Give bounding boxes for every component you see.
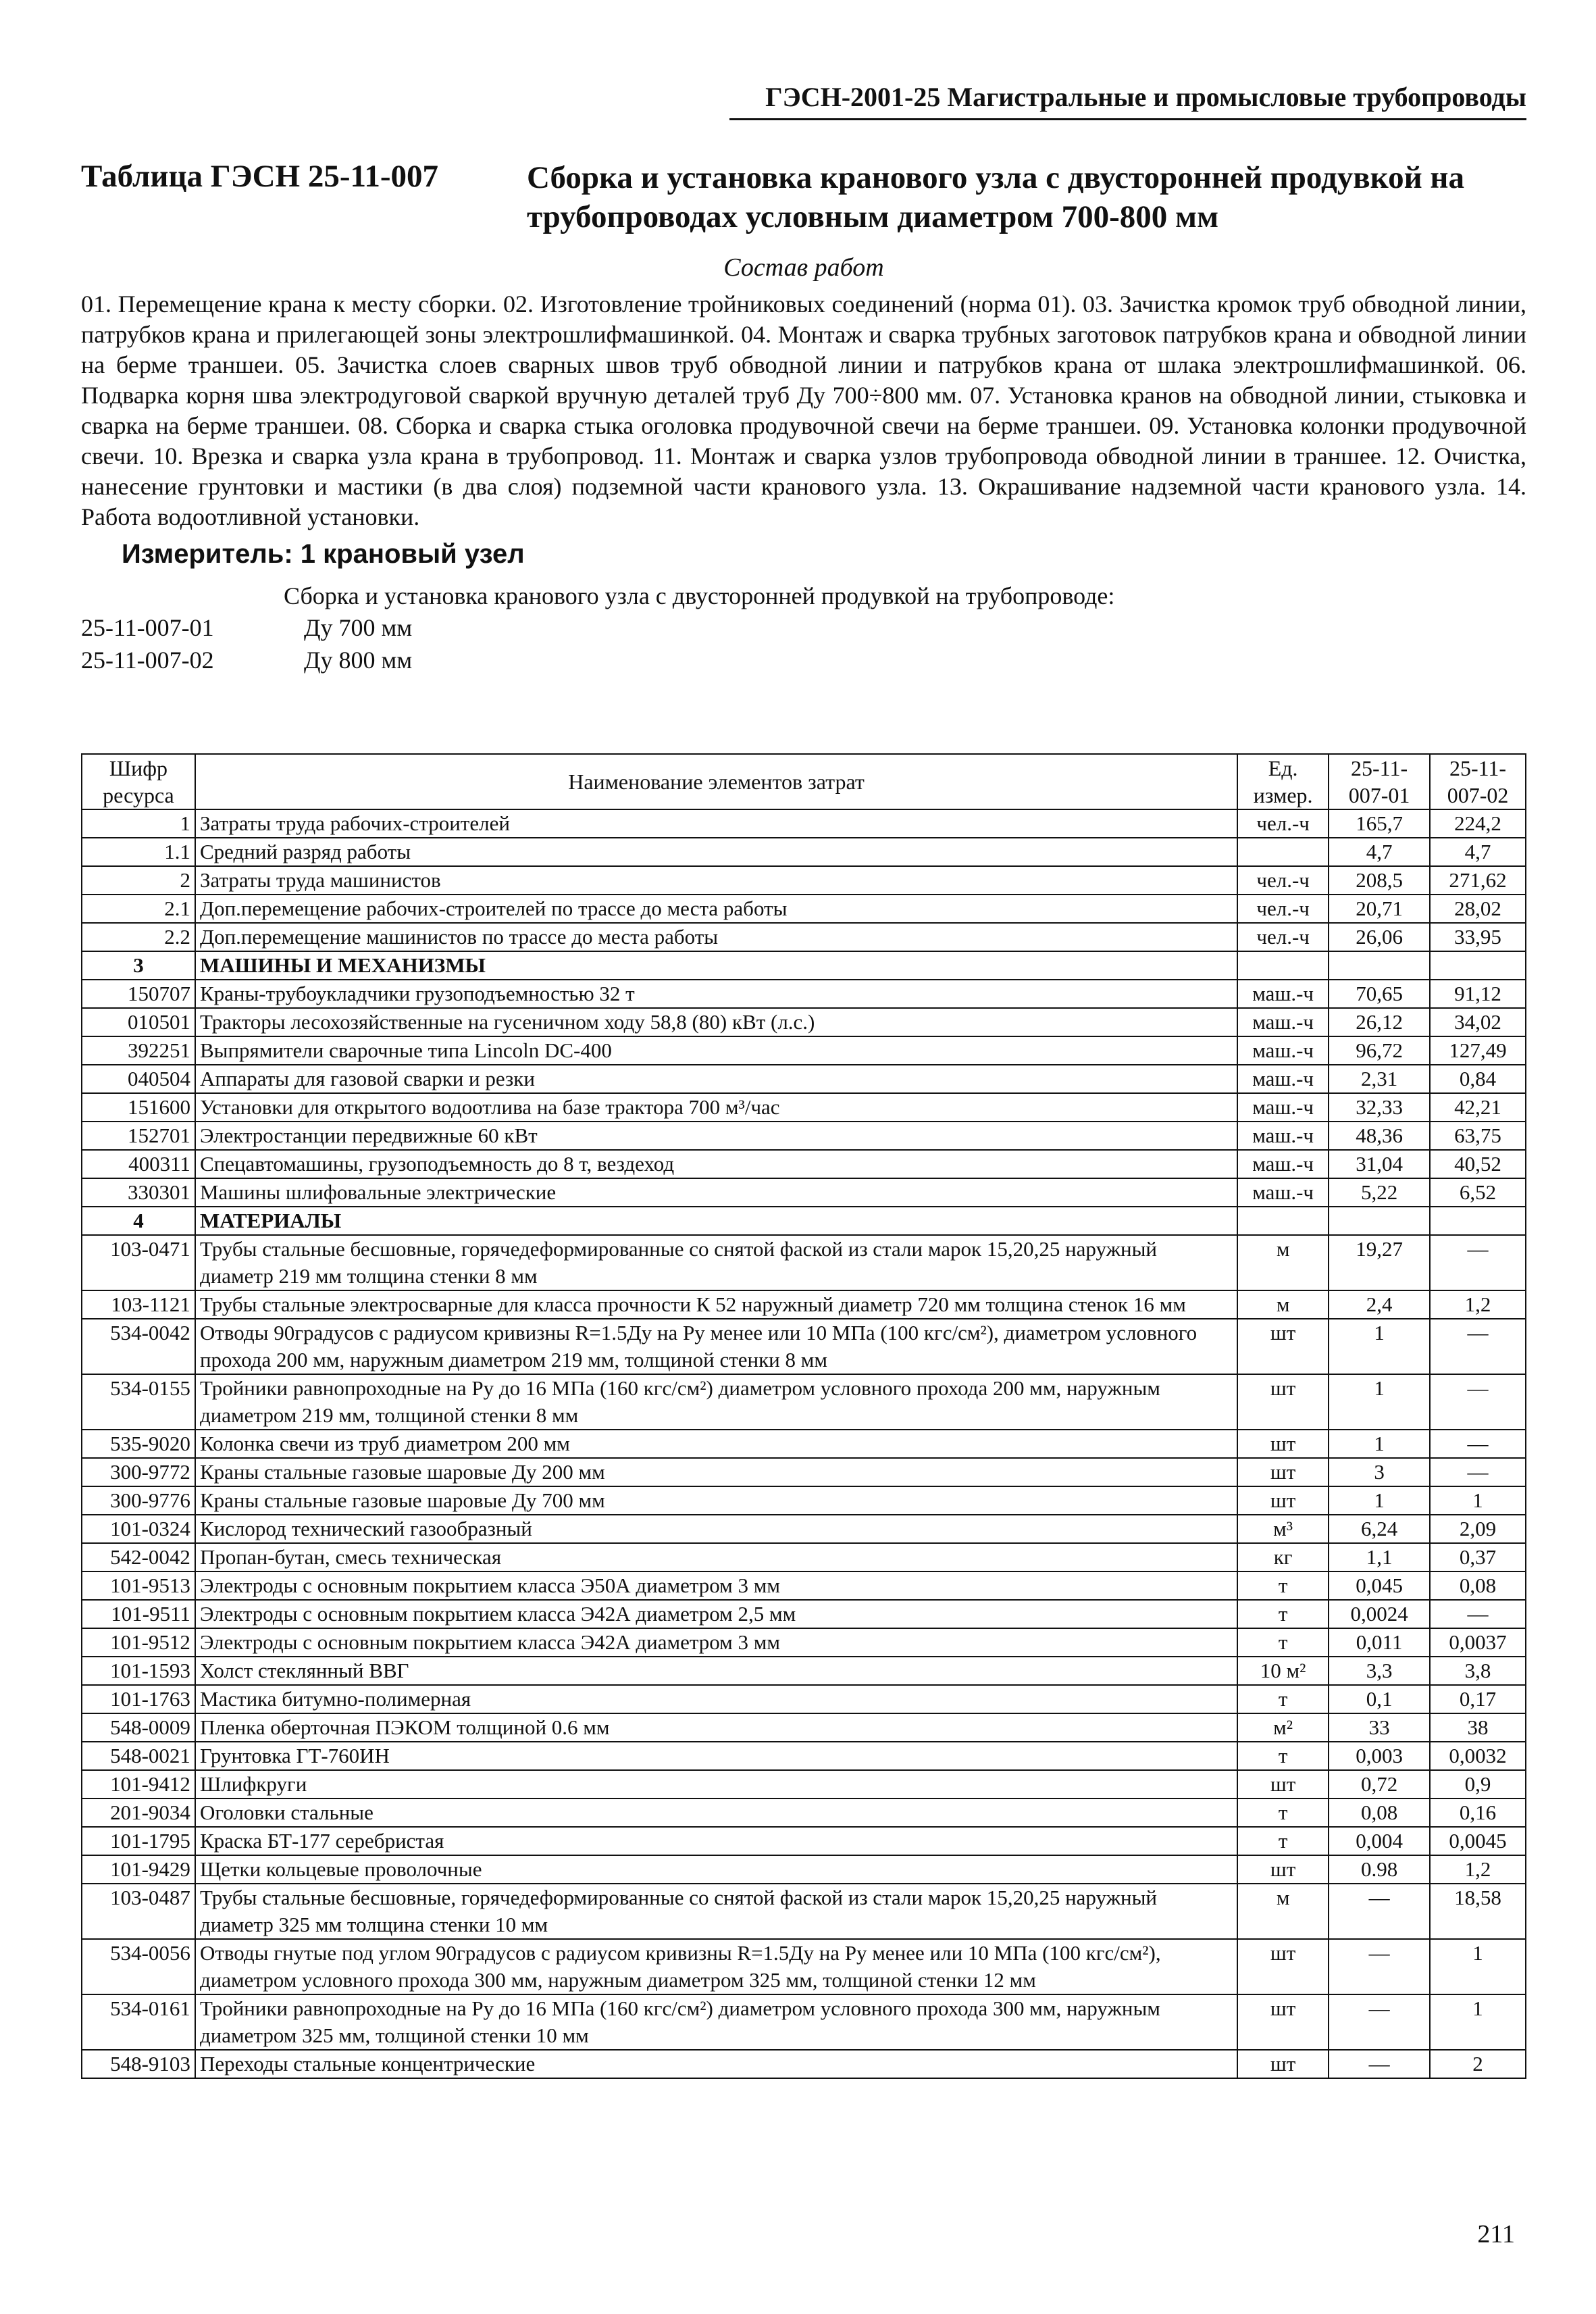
cell-unit: маш.-ч <box>1237 980 1329 1008</box>
cell-unit: маш.-ч <box>1237 1065 1329 1093</box>
cell-unit: маш.-ч <box>1237 1122 1329 1150</box>
cell-unit: м <box>1237 1235 1329 1290</box>
cell-resource-code: 392251 <box>82 1036 195 1065</box>
cell-resource-name: Шлифкруги <box>195 1770 1237 1799</box>
cell-resource-code: 101-9511 <box>82 1600 195 1628</box>
table-row <box>82 1008 1526 1036</box>
cell-resource-name: Кислород технический газообразный <box>195 1515 1237 1543</box>
cell-unit: шт <box>1237 1770 1329 1799</box>
variant-row <box>81 611 1526 644</box>
cell-resource-code: 152701 <box>82 1122 195 1150</box>
table-row <box>82 1065 1526 1093</box>
cell-resource-code: 535-9020 <box>82 1430 195 1458</box>
cell-value-variant-2: 0,9 <box>1430 1770 1526 1799</box>
cell-resource-code: 1.1 <box>82 838 195 866</box>
cell-resource-code: 542-0042 <box>82 1543 195 1571</box>
cell-resource-name: Пленка оберточная ПЭКОМ толщиной 0.6 мм <box>195 1713 1237 1742</box>
cell-unit: шт <box>1237 1319 1329 1374</box>
work-composition-heading: Состав работ <box>723 253 884 282</box>
cell-unit: чел.-ч <box>1237 809 1329 838</box>
cell-resource-code: 101-1763 <box>82 1685 195 1713</box>
cell-value-variant-2: 28,02 <box>1430 895 1526 923</box>
cell-value-variant-2: 0,08 <box>1430 1571 1526 1600</box>
table-row <box>82 1799 1526 1827</box>
cell-unit: маш.-ч <box>1237 1178 1329 1207</box>
cell-value-variant-2: 3,8 <box>1430 1657 1526 1685</box>
cell-value-variant-2: 40,52 <box>1430 1150 1526 1178</box>
cell-value-variant-1: — <box>1329 1994 1430 2050</box>
cell-value-variant-2: 2,09 <box>1430 1515 1526 1543</box>
cell-unit: шт <box>1237 1374 1329 1430</box>
cell-unit: м <box>1237 1290 1329 1319</box>
cell-resource-name: Краны стальные газовые шаровые Ду 700 мм <box>195 1486 1237 1515</box>
cell-resource-name: Затраты труда машинистов <box>195 866 1237 895</box>
col-header-variant-1: 25-11-007-01 <box>1329 754 1430 809</box>
cell-resource-code: 548-0009 <box>82 1713 195 1742</box>
table-row <box>82 809 1526 838</box>
cell-resource-name: МАТЕРИАЛЫ <box>195 1207 1237 1235</box>
variant-label: Ду 700 мм <box>304 614 413 641</box>
cell-value-variant-1: 0,004 <box>1329 1827 1430 1855</box>
cell-unit: маш.-ч <box>1237 1150 1329 1178</box>
cell-unit <box>1237 1207 1329 1235</box>
table-title: Сборка и установка кранового узла с двусторонней продувкой на трубопроводах условным диаметром 700-800 мм <box>527 160 1465 234</box>
cell-resource-name: Доп.перемещение машинистов по трассе до места работы <box>195 923 1237 951</box>
cell-value-variant-2: 0,37 <box>1430 1543 1526 1571</box>
cell-resource-name: Электроды с основным покрытием класса Э50А диаметром 3 мм <box>195 1571 1237 1600</box>
cell-resource-code: 103-1121 <box>82 1290 195 1319</box>
cell-value-variant-1: 3 <box>1329 1458 1430 1486</box>
cell-value-variant-1: 96,72 <box>1329 1036 1430 1065</box>
cell-resource-name: Пропан-бутан, смесь техническая <box>195 1543 1237 1571</box>
table-row <box>82 1770 1526 1799</box>
cell-unit <box>1237 951 1329 980</box>
col-header-name: Наименование элементов затрат <box>195 754 1237 809</box>
cell-resource-name: Выпрямители сварочные типа Lincoln DC-400 <box>195 1036 1237 1065</box>
cell-unit: чел.-ч <box>1237 923 1329 951</box>
cell-resource-name: Краска БТ-177 серебристая <box>195 1827 1237 1855</box>
cell-value-variant-2: 0,0045 <box>1430 1827 1526 1855</box>
table-body <box>82 809 1526 2078</box>
cell-value-variant-2: 0,0037 <box>1430 1628 1526 1657</box>
cell-value-variant-1: — <box>1329 1939 1430 1994</box>
cell-resource-code: 534-0042 <box>82 1319 195 1374</box>
cell-unit: шт <box>1237 1939 1329 1994</box>
table-row <box>82 1657 1526 1685</box>
cell-value-variant-2: 271,62 <box>1430 866 1526 895</box>
cell-resource-code: 2 <box>82 866 195 895</box>
cell-resource-name: Электроды с основным покрытием класса Э42А диаметром 3 мм <box>195 1628 1237 1657</box>
cell-resource-name: Средний разряд работы <box>195 838 1237 866</box>
cell-unit <box>1237 838 1329 866</box>
cell-value-variant-1: 48,36 <box>1329 1122 1430 1150</box>
cell-value-variant-2: 18,58 <box>1430 1884 1526 1939</box>
table-row <box>82 2050 1526 2078</box>
cell-resource-code: 201-9034 <box>82 1799 195 1827</box>
cell-resource-code: 103-0471 <box>82 1235 195 1290</box>
cell-value-variant-1: 70,65 <box>1329 980 1430 1008</box>
cell-resource-name: Электростанции передвижные 60 кВт <box>195 1122 1237 1150</box>
cell-resource-code: 2.1 <box>82 895 195 923</box>
table-row <box>82 1571 1526 1600</box>
cell-value-variant-1: 31,04 <box>1329 1150 1430 1178</box>
table-row <box>82 1742 1526 1770</box>
cell-resource-name: Тракторы лесохозяйственные на гусеничном ходу 58,8 (80) кВт (л.с.) <box>195 1008 1237 1036</box>
table-row <box>82 1319 1526 1374</box>
cell-value-variant-1: 3,3 <box>1329 1657 1430 1685</box>
cell-resource-name: Мастика битумно-полимерная <box>195 1685 1237 1713</box>
cell-resource-name: Грунтовка ГТ-760ИН <box>195 1742 1237 1770</box>
document-page <box>81 81 1526 2076</box>
table-row <box>82 1939 1526 1994</box>
cell-value-variant-1: 20,71 <box>1329 895 1430 923</box>
table-row <box>82 1122 1526 1150</box>
cell-resource-code: 4 <box>82 1207 195 1235</box>
cell-resource-code: 101-9412 <box>82 1770 195 1799</box>
table-title-block <box>81 158 1526 236</box>
cell-resource-code: 548-9103 <box>82 2050 195 2078</box>
cell-resource-name: Отводы гнутые под углом 90градусов с радиусом кривизны R=1.5Ду на Ру менее или 10 МПа (100 кгс/см²), диаметром условного прохода 300 мм, наружным диаметром 325 мм, толщиной стенки 12 мм <box>195 1939 1237 1994</box>
cell-resource-name: Трубы стальные бесшовные, горячедеформированные со снятой фаской из стали марок 15,20,25 наружный диаметр 325 мм толщина стенки 10 мм <box>195 1884 1237 1939</box>
work-composition-text: 01. Перемещение крана к месту сборки. 02. Изготовление тройниковых соединений (норма 01). 03. Зачистка кромок труб обводной линии, патрубков крана и прилегающей зоны электрошлифмашинкой. 04. Монтаж и сварка трубных заготовок патрубков крана и обводной линии на берме траншеи. 05. Зачистка слоев сварных швов труб обводной линии и патрубков крана от шлака электрошлифмашинкой. 06. Подварка корня шва электродуговой сваркой вручную деталей труб Ду 700÷800 мм. 07. Установка кранов на обводной линии, стыковка и сварка на берме траншеи. 08. Сборка и сварка стыка оголовка продувочной свечи на берме траншеи. 09. Установка колонки продувочной свечи. 10. Врезка и сварка узла крана в трубопровод. 11. Монтаж и сварка узлов трубопровода обводной линии в траншее. 12. Очистка, нанесение грунтовки и мастики (в два слоя) подземной части кранового узла. 13. Окрашивание надземной части кранового узла. 14. Работа водоотливной установки. <box>81 291 1526 530</box>
cell-resource-name: Трубы стальные бесшовные, горячедеформированные со снятой фаской из стали марок 15,20,25 наружный диаметр 219 мм толщина стенки 8 мм <box>195 1235 1237 1290</box>
cell-value-variant-2: 38 <box>1430 1713 1526 1742</box>
cell-resource-name: Тройники равнопроходные на Ру до 16 МПа (160 кгс/см²) диаметром условного прохода 200 мм, наружным диаметром 219 мм, толщиной стенки 8 мм <box>195 1374 1237 1430</box>
cell-value-variant-1: 2,31 <box>1329 1065 1430 1093</box>
table-row <box>82 1374 1526 1430</box>
cell-resource-name: Холст стеклянный ВВГ <box>195 1657 1237 1685</box>
cell-resource-name: Отводы 90градусов с радиусом кривизны R=1.5Ду на Ру менее или 10 МПа (100 кгс/см²), диаметром условного прохода 200 мм, наружным диаметром 219 мм, толщиной стенки 8 мм <box>195 1319 1237 1374</box>
table-row <box>82 1827 1526 1855</box>
cell-value-variant-1: — <box>1329 2050 1430 2078</box>
cell-resource-code: 1 <box>82 809 195 838</box>
variant-row <box>81 644 1526 676</box>
cell-value-variant-2: — <box>1430 1430 1526 1458</box>
table-section-row <box>82 951 1526 980</box>
table-row <box>82 1994 1526 2050</box>
cell-resource-name: Аппараты для газовой сварки и резки <box>195 1065 1237 1093</box>
table-row <box>82 1884 1526 1939</box>
cell-value-variant-1: 5,22 <box>1329 1178 1430 1207</box>
cell-resource-code: 400311 <box>82 1150 195 1178</box>
cell-resource-name: Краны стальные газовые шаровые Ду 200 мм <box>195 1458 1237 1486</box>
cell-unit: чел.-ч <box>1237 895 1329 923</box>
cell-value-variant-1: 19,27 <box>1329 1235 1430 1290</box>
cell-resource-name: Доп.перемещение рабочих-строителей по трассе до места работы <box>195 895 1237 923</box>
cell-value-variant-2: — <box>1430 1600 1526 1628</box>
cell-value-variant-1: 32,33 <box>1329 1093 1430 1122</box>
cell-unit: маш.-ч <box>1237 1036 1329 1065</box>
cell-unit: м <box>1237 1884 1329 1939</box>
cell-value-variant-1: 0,003 <box>1329 1742 1430 1770</box>
table-row <box>82 1093 1526 1122</box>
cell-value-variant-2: — <box>1430 1374 1526 1430</box>
meter-line: Измеритель: 1 крановый узел <box>122 539 525 569</box>
resource-table <box>81 753 1526 2079</box>
cell-resource-code: 548-0021 <box>82 1742 195 1770</box>
cell-unit: т <box>1237 1799 1329 1827</box>
cell-value-variant-1 <box>1329 1207 1430 1235</box>
table-row <box>82 1290 1526 1319</box>
variant-code: 25-11-007-01 <box>81 614 214 641</box>
table-row <box>82 1458 1526 1486</box>
cell-unit: шт <box>1237 1994 1329 2050</box>
cell-value-variant-2: 6,52 <box>1430 1178 1526 1207</box>
cell-value-variant-2 <box>1430 951 1526 980</box>
cell-resource-code: 534-0161 <box>82 1994 195 2050</box>
cell-resource-name: Спецавтомашины, грузоподъемность до 8 т, вездеход <box>195 1150 1237 1178</box>
page-number: 211 <box>1477 2220 1515 2248</box>
cell-value-variant-1: 0,08 <box>1329 1799 1430 1827</box>
cell-unit: т <box>1237 1628 1329 1657</box>
col-header-variant-2: 25-11-007-02 <box>1430 754 1526 809</box>
table-row <box>82 1486 1526 1515</box>
cell-value-variant-2: 1,2 <box>1430 1290 1526 1319</box>
table-row <box>82 1855 1526 1884</box>
cell-resource-name: Тройники равнопроходные на Ру до 16 МПа (160 кгс/см²) диаметром условного прохода 300 мм, наружным диаметром 325 мм, толщиной стенки 10 мм <box>195 1994 1237 2050</box>
cell-value-variant-2 <box>1430 1207 1526 1235</box>
cell-value-variant-1: 0,72 <box>1329 1770 1430 1799</box>
cell-resource-name: Затраты труда рабочих-строителей <box>195 809 1237 838</box>
cell-unit: м² <box>1237 1713 1329 1742</box>
variant-label: Ду 800 мм <box>304 647 413 674</box>
table-row <box>82 895 1526 923</box>
cell-value-variant-2: 1 <box>1430 1939 1526 1994</box>
cell-resource-name: Трубы стальные электросварные для класса прочности К 52 наружный диаметр 720 мм толщина стенок 16 мм <box>195 1290 1237 1319</box>
cell-resource-code: 040504 <box>82 1065 195 1093</box>
cell-unit: шт <box>1237 2050 1329 2078</box>
table-row <box>82 980 1526 1008</box>
table-row <box>82 1685 1526 1713</box>
cell-value-variant-1: 0,045 <box>1329 1571 1430 1600</box>
cell-value-variant-1 <box>1329 951 1430 980</box>
cell-value-variant-1: 0,011 <box>1329 1628 1430 1657</box>
cell-resource-code: 101-1795 <box>82 1827 195 1855</box>
cell-resource-code: 101-9512 <box>82 1628 195 1657</box>
cell-resource-code: 534-0155 <box>82 1374 195 1430</box>
cell-unit: шт <box>1237 1430 1329 1458</box>
cell-resource-code: 101-9513 <box>82 1571 195 1600</box>
cell-value-variant-2: 0,16 <box>1430 1799 1526 1827</box>
cell-value-variant-2: 127,49 <box>1430 1036 1526 1065</box>
cell-resource-code: 3 <box>82 951 195 980</box>
variants-intro: Сборка и установка кранового узла с двусторонней продувкой на трубопроводе: <box>284 582 1115 609</box>
cell-value-variant-2: 34,02 <box>1430 1008 1526 1036</box>
cell-value-variant-1: 4,7 <box>1329 838 1430 866</box>
cell-value-variant-1: 2,4 <box>1329 1290 1430 1319</box>
cell-unit: маш.-ч <box>1237 1093 1329 1122</box>
variant-code: 25-11-007-02 <box>81 647 214 674</box>
table-row <box>82 1235 1526 1290</box>
cell-resource-code: 010501 <box>82 1008 195 1036</box>
cell-value-variant-2: — <box>1430 1235 1526 1290</box>
cell-value-variant-1: 1 <box>1329 1486 1430 1515</box>
cell-value-variant-2: 1,2 <box>1430 1855 1526 1884</box>
cell-value-variant-1: 0,1 <box>1329 1685 1430 1713</box>
cell-value-variant-1: 6,24 <box>1329 1515 1430 1543</box>
cell-resource-name: МАШИНЫ И МЕХАНИЗМЫ <box>195 951 1237 980</box>
cell-resource-code: 330301 <box>82 1178 195 1207</box>
cell-unit: т <box>1237 1742 1329 1770</box>
cell-resource-name: Электроды с основным покрытием класса Э42А диаметром 2,5 мм <box>195 1600 1237 1628</box>
cell-resource-name: Колонка свечи из труб диаметром 200 мм <box>195 1430 1237 1458</box>
table-section-row <box>82 1207 1526 1235</box>
cell-value-variant-2: 2 <box>1430 2050 1526 2078</box>
cell-resource-code: 101-9429 <box>82 1855 195 1884</box>
cell-value-variant-2: 0,17 <box>1430 1685 1526 1713</box>
table-row <box>82 923 1526 951</box>
cell-value-variant-1: 0,0024 <box>1329 1600 1430 1628</box>
cell-unit: шт <box>1237 1486 1329 1515</box>
running-header: ГЭСН-2001-25 Магистральные и промысловые трубопроводы <box>729 81 1526 120</box>
cell-resource-code: 101-0324 <box>82 1515 195 1543</box>
cell-resource-code: 300-9772 <box>82 1458 195 1486</box>
col-header-code: Шифр ресурса <box>82 754 195 809</box>
cell-unit: шт <box>1237 1458 1329 1486</box>
table-header-row <box>82 754 1526 809</box>
cell-value-variant-2: 1 <box>1430 1486 1526 1515</box>
col-header-unit: Ед. измер. <box>1237 754 1329 809</box>
cell-value-variant-2: — <box>1430 1319 1526 1374</box>
cell-value-variant-1: 1 <box>1329 1319 1430 1374</box>
table-row <box>82 1430 1526 1458</box>
cell-resource-name: Щетки кольцевые проволочные <box>195 1855 1237 1884</box>
cell-value-variant-1: 208,5 <box>1329 866 1430 895</box>
cell-resource-name: Установки для открытого водоотлива на базе трактора 700 м³/час <box>195 1093 1237 1122</box>
table-row <box>82 1543 1526 1571</box>
cell-value-variant-1: 1 <box>1329 1430 1430 1458</box>
cell-resource-name: Краны-трубоукладчики грузоподъемностью 32 т <box>195 980 1237 1008</box>
cell-value-variant-1: 0.98 <box>1329 1855 1430 1884</box>
cell-resource-code: 2.2 <box>82 923 195 951</box>
cell-value-variant-2: — <box>1430 1458 1526 1486</box>
table-row <box>82 1178 1526 1207</box>
table-row <box>82 1628 1526 1657</box>
cell-value-variant-2: 0,84 <box>1430 1065 1526 1093</box>
cell-resource-name: Переходы стальные концентрические <box>195 2050 1237 2078</box>
table-row <box>82 1515 1526 1543</box>
cell-resource-code: 101-1593 <box>82 1657 195 1685</box>
cell-unit: т <box>1237 1685 1329 1713</box>
cell-resource-code: 534-0056 <box>82 1939 195 1994</box>
cell-unit: 10 м² <box>1237 1657 1329 1685</box>
cell-value-variant-1: — <box>1329 1884 1430 1939</box>
cell-resource-name: Оголовки стальные <box>195 1799 1237 1827</box>
cell-resource-code: 151600 <box>82 1093 195 1122</box>
cell-value-variant-1: 26,06 <box>1329 923 1430 951</box>
table-row <box>82 1600 1526 1628</box>
table-row <box>82 1036 1526 1065</box>
cell-value-variant-2: 4,7 <box>1430 838 1526 866</box>
cell-unit: т <box>1237 1827 1329 1855</box>
cell-value-variant-2: 42,21 <box>1430 1093 1526 1122</box>
cell-resource-name: Машины шлифовальные электрические <box>195 1178 1237 1207</box>
cell-unit: шт <box>1237 1855 1329 1884</box>
cell-value-variant-2: 91,12 <box>1430 980 1526 1008</box>
cell-value-variant-2: 63,75 <box>1430 1122 1526 1150</box>
cell-unit: маш.-ч <box>1237 1008 1329 1036</box>
cell-value-variant-2: 33,95 <box>1430 923 1526 951</box>
cell-value-variant-2: 224,2 <box>1430 809 1526 838</box>
table-row <box>82 866 1526 895</box>
cell-unit: чел.-ч <box>1237 866 1329 895</box>
cell-unit: т <box>1237 1571 1329 1600</box>
cell-value-variant-1: 165,7 <box>1329 809 1430 838</box>
table-code: Таблица ГЭСН 25-11-007 <box>81 159 439 194</box>
cell-resource-code: 103-0487 <box>82 1884 195 1939</box>
cell-unit: кг <box>1237 1543 1329 1571</box>
cell-value-variant-1: 33 <box>1329 1713 1430 1742</box>
cell-unit: т <box>1237 1600 1329 1628</box>
cell-value-variant-2: 0,0032 <box>1430 1742 1526 1770</box>
cell-resource-code: 300-9776 <box>82 1486 195 1515</box>
cell-unit: м³ <box>1237 1515 1329 1543</box>
table-row <box>82 1713 1526 1742</box>
cell-value-variant-1: 26,12 <box>1329 1008 1430 1036</box>
table-row <box>82 838 1526 866</box>
cell-value-variant-2: 1 <box>1430 1994 1526 2050</box>
cell-value-variant-1: 1 <box>1329 1374 1430 1430</box>
table-row <box>82 1150 1526 1178</box>
cell-resource-code: 150707 <box>82 980 195 1008</box>
cell-value-variant-1: 1,1 <box>1329 1543 1430 1571</box>
